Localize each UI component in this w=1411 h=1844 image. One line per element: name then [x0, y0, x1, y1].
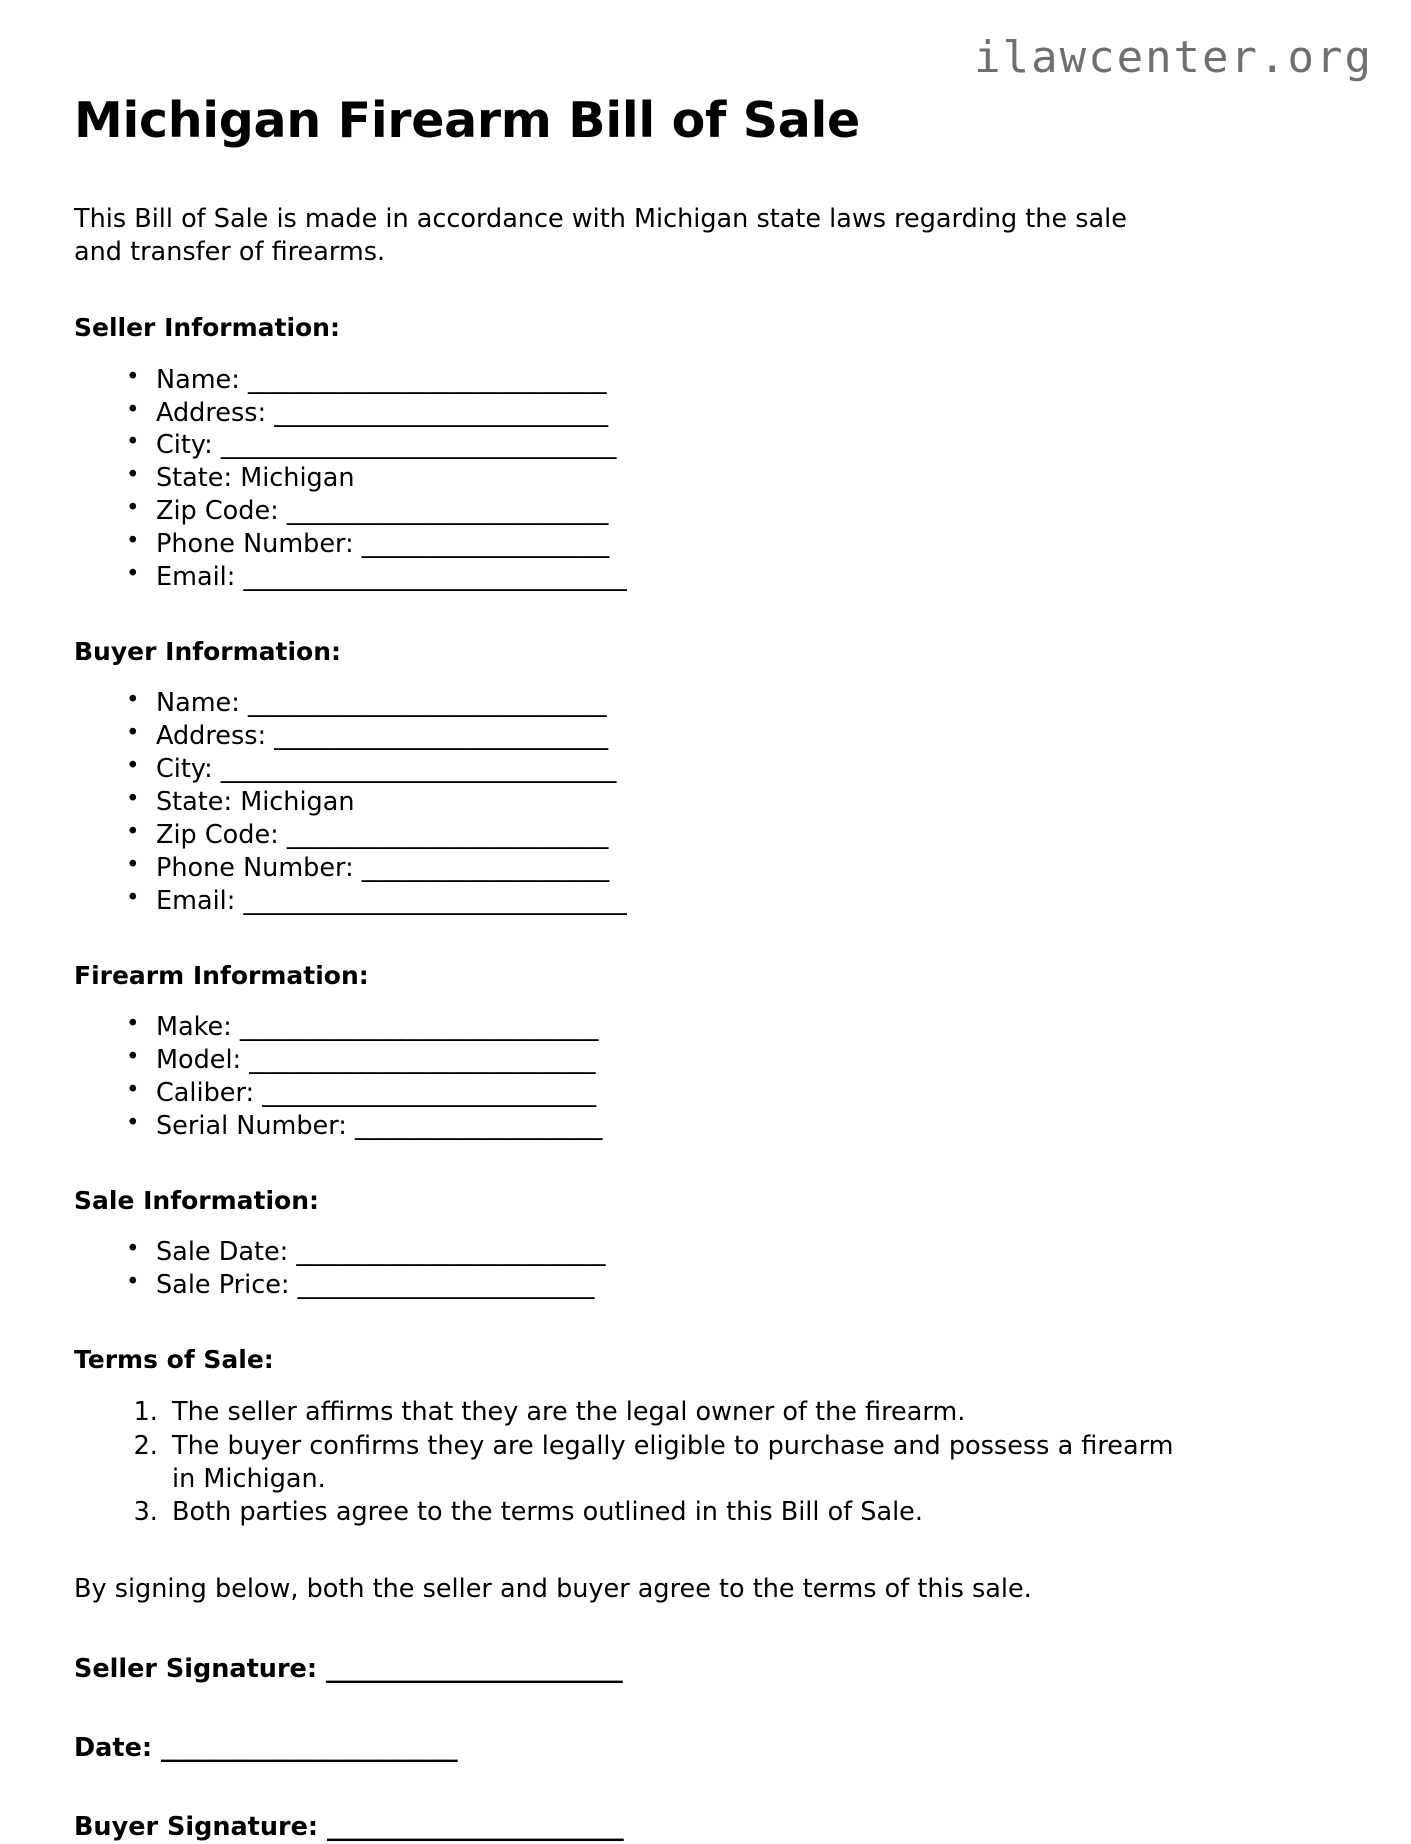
- field-label: Zip Code:: [156, 819, 279, 850]
- signature-blank[interactable]: ________________________: [325, 1653, 623, 1684]
- field-label: Address:: [156, 721, 267, 752]
- list-item: [122, 1077, 1344, 1110]
- field-blank[interactable]: ____________________________: [249, 1044, 596, 1075]
- field-label: Email:: [156, 561, 236, 592]
- field-blank[interactable]: _____________________________: [247, 364, 607, 395]
- signature-label: Buyer Signature:: [74, 1811, 319, 1842]
- list-item: [122, 495, 1344, 528]
- field-label: Phone Number:: [156, 529, 354, 560]
- list-item: 3. Both parties agree to the terms outlined in this Bill of Sale.: [166, 1496, 1197, 1529]
- list-item: [122, 1110, 1344, 1143]
- field-blank[interactable]: ________________________________: [220, 430, 617, 461]
- field-blank[interactable]: _____________________________: [239, 1012, 599, 1043]
- field-label: Address:: [156, 397, 267, 428]
- list-item: [122, 786, 1344, 819]
- document-content: [74, 92, 1344, 1844]
- field-list-firearm: [74, 1011, 1344, 1143]
- site-watermark: ilawcenter.org: [974, 32, 1373, 83]
- signature-label: Seller Signature:: [74, 1653, 318, 1684]
- list-item: 1. The seller affirms that they are the legal owner of the firearm.: [166, 1396, 1197, 1429]
- signature-blank[interactable]: ________________________: [160, 1732, 458, 1763]
- list-item: [122, 1011, 1344, 1044]
- list-item: [122, 528, 1344, 561]
- list-item: [122, 819, 1344, 852]
- field-label: Name:: [156, 364, 240, 395]
- section-heading-firearm: Firearm Information:: [74, 960, 369, 990]
- list-item: [122, 1236, 1344, 1269]
- field-blank[interactable]: _______________________________: [243, 885, 627, 916]
- page-title: Michigan Firearm Bill of Sale: [74, 92, 860, 149]
- list-item: [122, 885, 1344, 918]
- field-label: Email:: [156, 885, 236, 916]
- terms-list: [74, 1396, 1344, 1529]
- section-heading-buyer: Buyer Information:: [74, 636, 342, 666]
- field-blank[interactable]: ___________________________: [274, 397, 608, 428]
- list-item: [122, 1044, 1344, 1077]
- field-label: State: Michigan: [156, 463, 355, 494]
- field-label: Sale Date:: [156, 1237, 289, 1268]
- buyer-signature-line: [74, 1811, 1344, 1844]
- field-list-sale: [74, 1236, 1344, 1302]
- signature-label: Date:: [74, 1732, 153, 1763]
- list-item: [122, 364, 1344, 397]
- field-label: Caliber:: [156, 1077, 255, 1108]
- field-blank[interactable]: _______________________________: [243, 561, 627, 592]
- field-label: Serial Number:: [156, 1110, 347, 1141]
- field-label: City:: [156, 754, 213, 785]
- field-label: Make:: [156, 1012, 232, 1043]
- field-blank[interactable]: ____________________: [361, 852, 609, 883]
- field-blank[interactable]: __________________________: [286, 496, 608, 527]
- field-label: City:: [156, 430, 213, 461]
- field-blank[interactable]: _________________________: [296, 1237, 606, 1268]
- list-item: [122, 462, 1344, 495]
- field-label: Phone Number:: [156, 852, 354, 883]
- list-item: [122, 397, 1344, 430]
- field-blank[interactable]: ___________________________: [274, 721, 608, 752]
- list-item: [122, 429, 1344, 462]
- list-item: [122, 720, 1344, 753]
- field-blank[interactable]: ________________________________: [220, 754, 617, 785]
- field-blank[interactable]: ________________________: [297, 1270, 595, 1301]
- seller-signature-line: [74, 1653, 1344, 1686]
- signature-blank[interactable]: ________________________: [326, 1811, 624, 1842]
- list-item: [122, 1269, 1344, 1302]
- field-label: Zip Code:: [156, 496, 279, 527]
- field-blank[interactable]: __________________________: [286, 819, 608, 850]
- section-heading-sale: Sale Information:: [74, 1185, 319, 1215]
- section-heading-seller: Seller Information:: [74, 313, 340, 343]
- list-item: [122, 561, 1344, 594]
- list-item: [122, 687, 1344, 720]
- field-label: Name:: [156, 688, 240, 719]
- field-label: Model:: [156, 1044, 242, 1075]
- intro-paragraph: This Bill of Sale is made in accordance with Michigan state laws regarding the sale and transfer of firearms.: [74, 203, 1127, 268]
- seller-date-line: [74, 1732, 1344, 1765]
- field-label: Sale Price:: [156, 1270, 290, 1301]
- field-list-buyer: [74, 687, 1344, 917]
- list-item: [122, 852, 1344, 885]
- field-blank[interactable]: ____________________: [354, 1110, 602, 1141]
- field-blank[interactable]: ___________________________: [262, 1077, 596, 1108]
- field-list-seller: [74, 364, 1344, 594]
- closing-paragraph: By signing below, both the seller and buyer agree to the terms of this sale.: [74, 1573, 1032, 1604]
- field-blank[interactable]: _____________________________: [247, 688, 607, 719]
- list-item: [122, 753, 1344, 786]
- field-blank[interactable]: ____________________: [361, 529, 609, 560]
- section-heading-terms: Terms of Sale:: [74, 1344, 274, 1374]
- field-label: State: Michigan: [156, 787, 355, 818]
- list-item: 2. The buyer confirms they are legally eligible to purchase and possess a firearm in Michigan.: [166, 1430, 1197, 1496]
